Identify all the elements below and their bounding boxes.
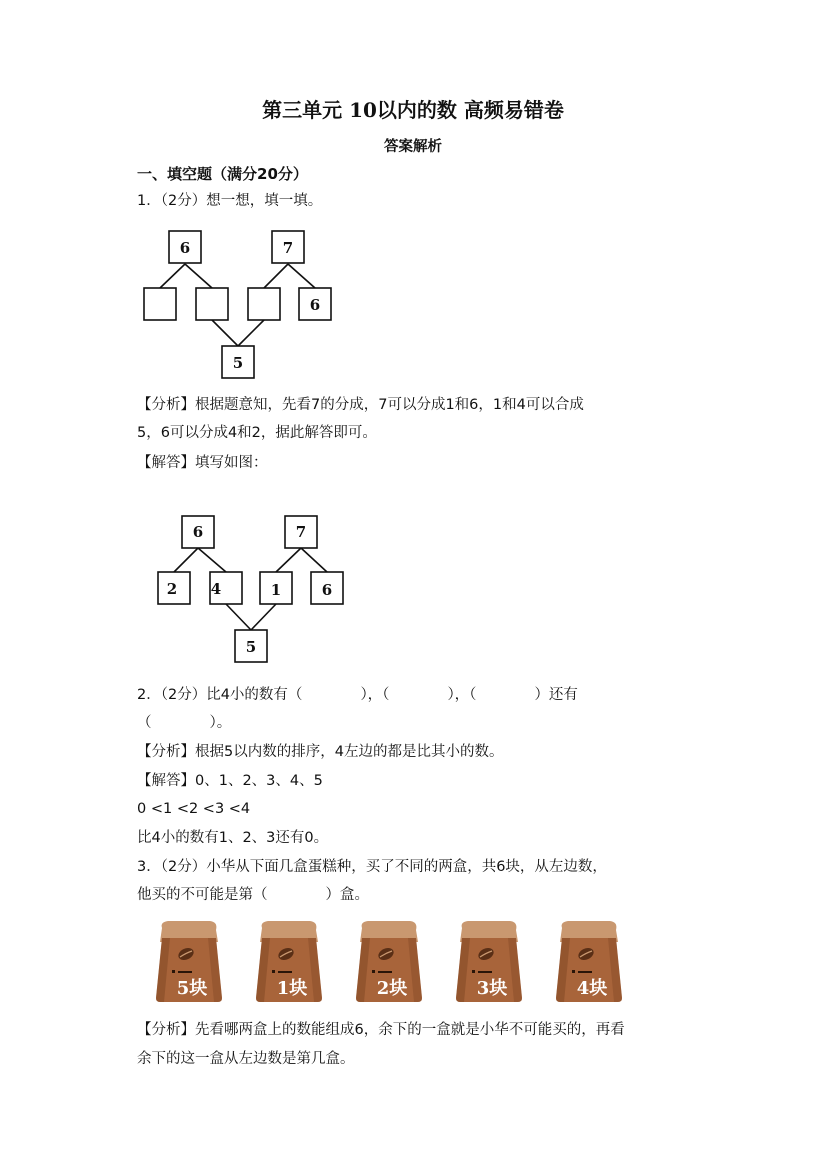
q3-stem-part-a: 他买的不可能是第（ bbox=[137, 887, 268, 903]
q1-answer-bottom: 5 bbox=[245, 638, 257, 656]
q1-box-leaf-2-blank[interactable] bbox=[196, 288, 228, 320]
q2-stem-part-a: 2．（2分）比4小的数有（ bbox=[137, 687, 303, 703]
q3-stem-line-1: 3．（2分）小华从下面几盒蛋糕种，买了不同的两盒，共6块，从左边数， bbox=[137, 859, 607, 875]
q1-analysis-line-1: 【分析】根据题意知，先看7的分成，7可以分成1和6，1和4可以合成 bbox=[137, 397, 584, 413]
cake-bag-label-4: 3块 bbox=[476, 978, 508, 999]
q1-answer-leaf-1: 2 bbox=[166, 580, 178, 598]
q1-tree-diagram bbox=[140, 226, 340, 386]
q1-num-top-right: 7 bbox=[282, 239, 294, 257]
cake-bag-2 bbox=[248, 918, 328, 1004]
q2-order: 0 <1 <2 <3 <4 bbox=[137, 801, 251, 817]
page-title: 第三单元 10以内的数 高频易错卷 bbox=[262, 98, 564, 122]
q1-num-right-leaf: 6 bbox=[309, 296, 321, 314]
cake-bag-label-1: 5块 bbox=[176, 978, 208, 999]
cake-bag-4 bbox=[448, 918, 528, 1004]
q1-answer-leaf-3: 1 bbox=[270, 581, 282, 599]
cake-bag-label-5: 4块 bbox=[576, 978, 608, 999]
q1-box-leaf-1-blank[interactable] bbox=[144, 288, 176, 320]
cake-bag-label-3: 2块 bbox=[376, 978, 408, 999]
page-subtitle: 答案解析 bbox=[384, 138, 442, 155]
q2-sep-2: ），（ bbox=[447, 687, 477, 703]
cake-bag-3 bbox=[348, 918, 428, 1004]
q2-stem-line-1 bbox=[137, 685, 578, 705]
q2-answer: 【解答】0、1、2、3、4、5 bbox=[137, 773, 323, 789]
q1-answer-label: 【解答】填写如图： bbox=[137, 455, 268, 471]
q1-answer-leaf-2: 4 bbox=[210, 580, 222, 598]
q2-sep-1: ），（ bbox=[360, 687, 390, 703]
q3-stem-part-b: ）盒。 bbox=[325, 887, 369, 903]
q1-answer-top-right: 7 bbox=[295, 523, 307, 541]
cake-bag-5 bbox=[548, 918, 628, 1004]
q1-num-bottom: 5 bbox=[232, 354, 244, 372]
cake-bag-label-2: 1块 bbox=[276, 978, 308, 999]
q3-stem-line-2 bbox=[137, 885, 369, 905]
q1-stem: 1．（2分）想一想，填一填。 bbox=[137, 193, 323, 209]
q2-conclusion: 比4小的数有1、2、3还有0。 bbox=[137, 830, 329, 846]
section-heading: 一、填空题（满分20分） bbox=[137, 165, 308, 183]
q1-answer-tree-diagram bbox=[154, 512, 354, 668]
q1-answer-top-left: 6 bbox=[192, 523, 204, 541]
q2-stem-part-d: ）。 bbox=[209, 715, 232, 731]
q1-analysis-line-2: 5，6可以分成4和2，据此解答即可。 bbox=[137, 425, 377, 441]
cake-bag-1 bbox=[148, 918, 228, 1004]
q2-stem-part-c: （ bbox=[137, 715, 152, 731]
q2-analysis: 【分析】根据5以内数的排序，4左边的都是比其小的数。 bbox=[137, 744, 504, 760]
q2-stem-part-b: ）还有 bbox=[534, 687, 578, 703]
q3-analysis-line-1: 【分析】先看哪两盒上的数能组成6，余下的一盒就是小华不可能买的，再看 bbox=[137, 1022, 625, 1038]
q2-stem-line-2 bbox=[137, 713, 231, 733]
q1-num-top-left: 6 bbox=[179, 239, 191, 257]
q3-cake-bags bbox=[148, 918, 648, 1008]
q1-box-leaf-3-blank[interactable] bbox=[248, 288, 280, 320]
q3-analysis-line-2: 余下的这一盒从左边数是第几盒。 bbox=[137, 1051, 355, 1067]
q1-answer-leaf-4: 6 bbox=[321, 581, 333, 599]
